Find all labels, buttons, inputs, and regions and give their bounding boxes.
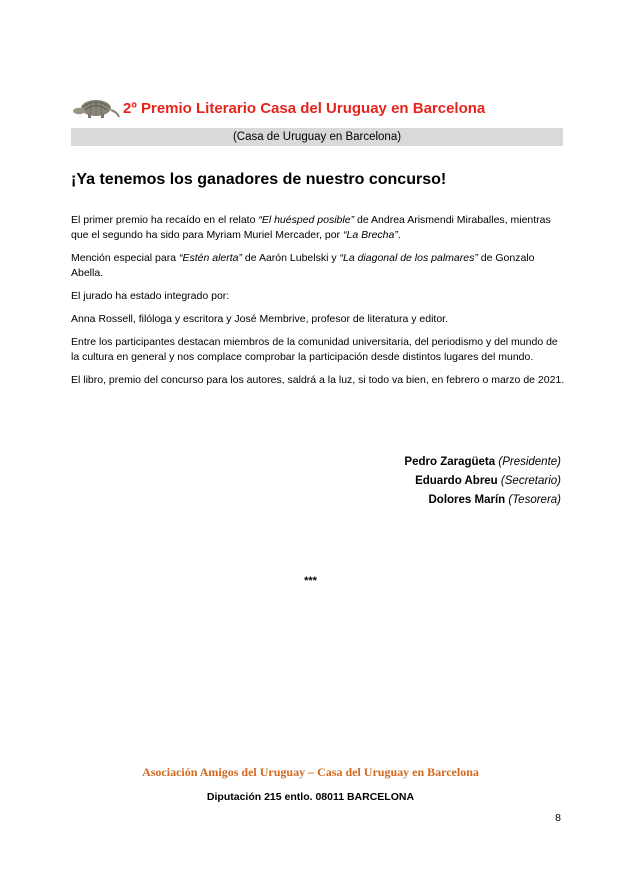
armadillo-icon bbox=[70, 95, 120, 119]
text-span: Mención especial para bbox=[71, 252, 179, 264]
signature-name: Pedro Zaragüeta bbox=[404, 456, 496, 468]
work-title: “Estén alerta” bbox=[178, 252, 243, 264]
main-heading: ¡Ya tenemos los ganadores de nuestro concurso! bbox=[71, 171, 447, 188]
text-span: de Gonzalo Abella. bbox=[71, 252, 535, 279]
footer-association: Asociación Amigos del Uruguay – Casa del Uruguay en Barcelona bbox=[142, 765, 479, 779]
page-number: 8 bbox=[555, 812, 561, 824]
work-title: “El huésped posible” bbox=[258, 214, 355, 226]
text-span: El primer premio ha recaído en el relato bbox=[71, 214, 259, 226]
work-title: “La diagonal de los palmares” bbox=[339, 252, 478, 264]
page-title: 2º Premio Literario Casa del Uruguay en Barcelona bbox=[123, 100, 486, 117]
signature-name: Eduardo Abreu bbox=[415, 475, 498, 487]
signature-secretary bbox=[415, 475, 561, 487]
subtitle-bar: (Casa de Uruguay en Barcelona) bbox=[71, 128, 563, 146]
section-separator: *** bbox=[304, 575, 317, 587]
signature-name: Dolores Marín bbox=[428, 494, 506, 506]
paragraph-first-prize bbox=[71, 213, 566, 243]
signature-role: (Secretario) bbox=[500, 475, 561, 487]
paragraph-jury-members: Anna Rossell, filóloga y escritora y José Membrive, profesor de literatura y editor. bbox=[71, 313, 449, 325]
text-span: de Aarón Lubelski y bbox=[242, 252, 340, 264]
paragraph-book: El libro, premio del concurso para los autores, saldrá a la luz, si todo va bien, en febrero o marzo de 2021. bbox=[71, 374, 565, 386]
text-span: de Andrea Arismendi Miraballes, mientras que el segundo ha sido para Myriam Muriel Mercader, por bbox=[71, 214, 551, 241]
text-span: . bbox=[397, 229, 401, 241]
footer-address: Diputación 215 entlo. 08011 BARCELONA bbox=[206, 791, 415, 803]
body-text bbox=[71, 213, 566, 396]
signature-president bbox=[404, 456, 561, 468]
signature-role: (Tesorera) bbox=[508, 494, 561, 506]
paragraph-participants: Entre los participantes destacan miembros de la comunidad universitaria, del periodismo y del mundo de la cultura en general y nos complace comprobar la participación desde distintos lugares del mundo. bbox=[71, 336, 558, 363]
work-title: “La Brecha” bbox=[342, 229, 398, 241]
signature-role: (Presidente) bbox=[498, 456, 561, 468]
signature-treasurer bbox=[428, 494, 561, 506]
paragraph-special-mention bbox=[71, 251, 566, 281]
paragraph-jury-intro: El jurado ha estado integrado por: bbox=[71, 290, 230, 302]
